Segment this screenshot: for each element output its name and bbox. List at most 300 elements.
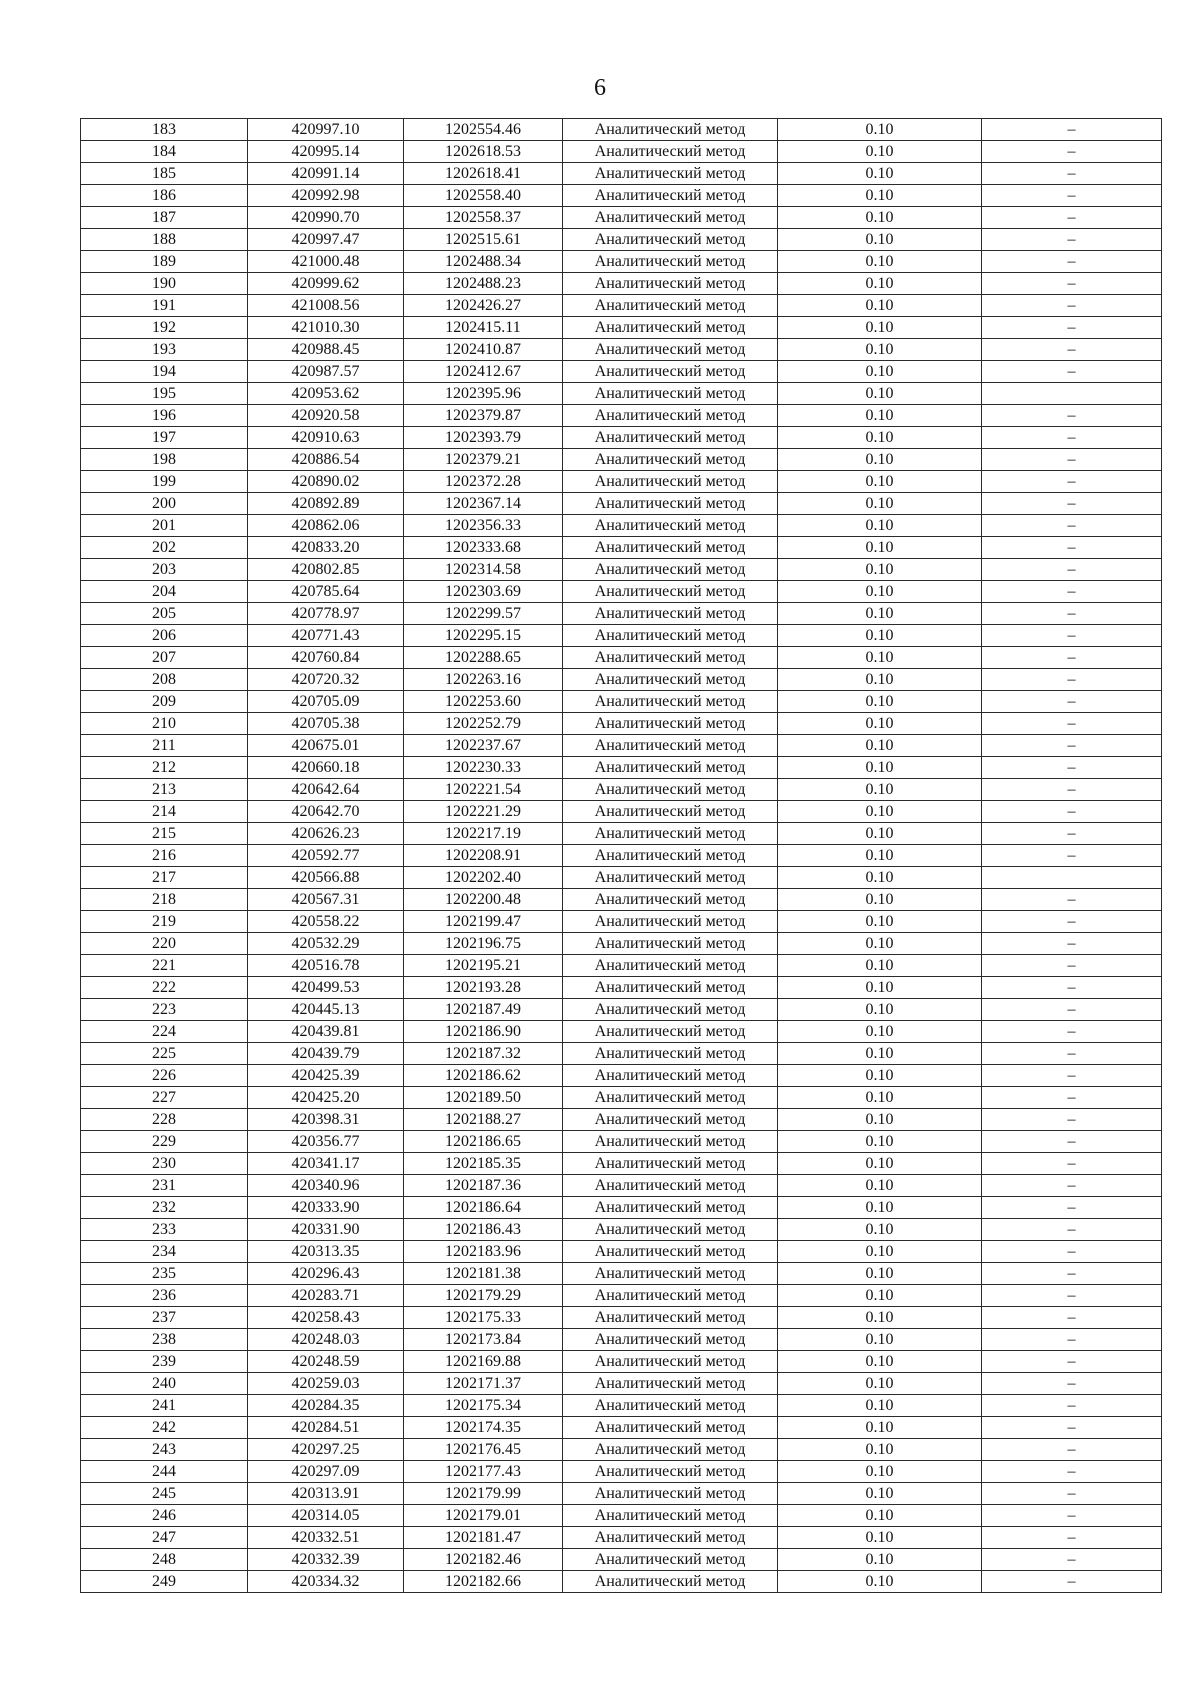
x-coordinate-cell: 420567.31: [248, 889, 404, 911]
note-cell: –: [982, 845, 1162, 867]
method-cell: Аналитический метод: [563, 515, 778, 537]
method-cell: Аналитический метод: [563, 823, 778, 845]
accuracy-cell: 0.10: [778, 317, 982, 339]
table-row: [81, 1131, 1162, 1153]
table-row: [81, 845, 1162, 867]
note-cell: –: [982, 1087, 1162, 1109]
accuracy-cell: 0.10: [778, 295, 982, 317]
x-coordinate-cell: 421000.48: [248, 251, 404, 273]
point-number-cell: 183: [81, 119, 248, 141]
note-cell: –: [982, 801, 1162, 823]
accuracy-cell: 0.10: [778, 361, 982, 383]
y-coordinate-cell: 1202193.28: [404, 977, 563, 999]
point-number-cell: 221: [81, 955, 248, 977]
x-coordinate-cell: 420333.90: [248, 1197, 404, 1219]
accuracy-cell: 0.10: [778, 735, 982, 757]
method-cell: Аналитический метод: [563, 1395, 778, 1417]
table-row: [81, 251, 1162, 273]
y-coordinate-cell: 1202175.33: [404, 1307, 563, 1329]
accuracy-cell: 0.10: [778, 823, 982, 845]
point-number-cell: 231: [81, 1175, 248, 1197]
point-number-cell: 230: [81, 1153, 248, 1175]
y-coordinate-cell: 1202558.40: [404, 185, 563, 207]
x-coordinate-cell: 420283.71: [248, 1285, 404, 1307]
method-cell: Аналитический метод: [563, 603, 778, 625]
note-cell: –: [982, 1065, 1162, 1087]
y-coordinate-cell: 1202186.64: [404, 1197, 563, 1219]
y-coordinate-cell: 1202379.87: [404, 405, 563, 427]
method-cell: Аналитический метод: [563, 317, 778, 339]
point-number-cell: 238: [81, 1329, 248, 1351]
table-row: [81, 361, 1162, 383]
accuracy-cell: 0.10: [778, 757, 982, 779]
table-row: [81, 273, 1162, 295]
point-number-cell: 223: [81, 999, 248, 1021]
table-row: [81, 647, 1162, 669]
x-coordinate-cell: 420992.98: [248, 185, 404, 207]
accuracy-cell: 0.10: [778, 669, 982, 691]
x-coordinate-cell: 420334.32: [248, 1571, 404, 1593]
accuracy-cell: 0.10: [778, 1461, 982, 1483]
y-coordinate-cell: 1202372.28: [404, 471, 563, 493]
accuracy-cell: 0.10: [778, 911, 982, 933]
note-cell: –: [982, 1461, 1162, 1483]
method-cell: Аналитический метод: [563, 1263, 778, 1285]
table-row: [81, 1527, 1162, 1549]
table-row: [81, 691, 1162, 713]
note-cell: –: [982, 1439, 1162, 1461]
table-row: [81, 977, 1162, 999]
point-number-cell: 224: [81, 1021, 248, 1043]
point-number-cell: 200: [81, 493, 248, 515]
accuracy-cell: 0.10: [778, 1439, 982, 1461]
method-cell: Аналитический метод: [563, 691, 778, 713]
y-coordinate-cell: 1202415.11: [404, 317, 563, 339]
table-row: [81, 1285, 1162, 1307]
point-number-cell: 216: [81, 845, 248, 867]
note-cell: –: [982, 471, 1162, 493]
table-row: [81, 141, 1162, 163]
accuracy-cell: 0.10: [778, 625, 982, 647]
y-coordinate-cell: 1202189.50: [404, 1087, 563, 1109]
y-coordinate-cell: 1202253.60: [404, 691, 563, 713]
y-coordinate-cell: 1202367.14: [404, 493, 563, 515]
point-number-cell: 206: [81, 625, 248, 647]
method-cell: Аналитический метод: [563, 119, 778, 141]
method-cell: Аналитический метод: [563, 493, 778, 515]
table-row: [81, 1109, 1162, 1131]
note-cell: –: [982, 1219, 1162, 1241]
accuracy-cell: 0.10: [778, 1285, 982, 1307]
note-cell: –: [982, 757, 1162, 779]
x-coordinate-cell: 420425.39: [248, 1065, 404, 1087]
point-number-cell: 212: [81, 757, 248, 779]
accuracy-cell: 0.10: [778, 1505, 982, 1527]
x-coordinate-cell: 420332.39: [248, 1549, 404, 1571]
point-number-cell: 214: [81, 801, 248, 823]
point-number-cell: 245: [81, 1483, 248, 1505]
note-cell: –: [982, 295, 1162, 317]
table-row: [81, 229, 1162, 251]
x-coordinate-cell: 420439.79: [248, 1043, 404, 1065]
table-row: [81, 867, 1162, 889]
accuracy-cell: 0.10: [778, 581, 982, 603]
accuracy-cell: 0.10: [778, 1527, 982, 1549]
y-coordinate-cell: 1202412.67: [404, 361, 563, 383]
method-cell: Аналитический метод: [563, 911, 778, 933]
note-cell: –: [982, 1395, 1162, 1417]
method-cell: Аналитический метод: [563, 1021, 778, 1043]
note-cell: –: [982, 1505, 1162, 1527]
y-coordinate-cell: 1202333.68: [404, 537, 563, 559]
accuracy-cell: 0.10: [778, 1351, 982, 1373]
point-number-cell: 193: [81, 339, 248, 361]
note-cell: –: [982, 449, 1162, 471]
table-row: [81, 1241, 1162, 1263]
accuracy-cell: 0.10: [778, 141, 982, 163]
point-number-cell: 192: [81, 317, 248, 339]
method-cell: Аналитический метод: [563, 1285, 778, 1307]
method-cell: Аналитический метод: [563, 845, 778, 867]
table-row: [81, 317, 1162, 339]
note-cell: –: [982, 647, 1162, 669]
x-coordinate-cell: 420890.02: [248, 471, 404, 493]
note-cell: –: [982, 691, 1162, 713]
x-coordinate-cell: 421010.30: [248, 317, 404, 339]
y-coordinate-cell: 1202179.99: [404, 1483, 563, 1505]
table-row: [81, 559, 1162, 581]
table-row: [81, 471, 1162, 493]
table-row: [81, 1373, 1162, 1395]
x-coordinate-cell: 420892.89: [248, 493, 404, 515]
y-coordinate-cell: 1202181.38: [404, 1263, 563, 1285]
table-row: [81, 163, 1162, 185]
method-cell: Аналитический метод: [563, 1505, 778, 1527]
table-row: [81, 1021, 1162, 1043]
method-cell: Аналитический метод: [563, 1307, 778, 1329]
method-cell: Аналитический метод: [563, 889, 778, 911]
point-number-cell: 237: [81, 1307, 248, 1329]
note-cell: –: [982, 823, 1162, 845]
y-coordinate-cell: 1202393.79: [404, 427, 563, 449]
point-number-cell: 199: [81, 471, 248, 493]
method-cell: Аналитический метод: [563, 1439, 778, 1461]
y-coordinate-cell: 1202410.87: [404, 339, 563, 361]
x-coordinate-cell: 420705.38: [248, 713, 404, 735]
accuracy-cell: 0.10: [778, 1153, 982, 1175]
table-row: [81, 1307, 1162, 1329]
table-row: [81, 757, 1162, 779]
y-coordinate-cell: 1202182.66: [404, 1571, 563, 1593]
x-coordinate-cell: 420248.03: [248, 1329, 404, 1351]
table-row: [81, 537, 1162, 559]
y-coordinate-cell: 1202515.61: [404, 229, 563, 251]
accuracy-cell: 0.10: [778, 999, 982, 1021]
accuracy-cell: 0.10: [778, 1043, 982, 1065]
method-cell: Аналитический метод: [563, 471, 778, 493]
x-coordinate-cell: 420284.51: [248, 1417, 404, 1439]
accuracy-cell: 0.10: [778, 383, 982, 405]
x-coordinate-cell: 420802.85: [248, 559, 404, 581]
x-coordinate-cell: 421008.56: [248, 295, 404, 317]
accuracy-cell: 0.10: [778, 603, 982, 625]
point-number-cell: 227: [81, 1087, 248, 1109]
method-cell: Аналитический метод: [563, 1329, 778, 1351]
accuracy-cell: 0.10: [778, 537, 982, 559]
method-cell: Аналитический метод: [563, 1087, 778, 1109]
note-cell: [982, 383, 1162, 405]
method-cell: Аналитический метод: [563, 185, 778, 207]
y-coordinate-cell: 1202186.90: [404, 1021, 563, 1043]
x-coordinate-cell: 420284.35: [248, 1395, 404, 1417]
point-number-cell: 228: [81, 1109, 248, 1131]
table-row: [81, 185, 1162, 207]
accuracy-cell: 0.10: [778, 867, 982, 889]
y-coordinate-cell: 1202186.43: [404, 1219, 563, 1241]
y-coordinate-cell: 1202295.15: [404, 625, 563, 647]
method-cell: Аналитический метод: [563, 1043, 778, 1065]
point-number-cell: 190: [81, 273, 248, 295]
y-coordinate-cell: 1202199.47: [404, 911, 563, 933]
y-coordinate-cell: 1202202.40: [404, 867, 563, 889]
table-row: [81, 823, 1162, 845]
x-coordinate-cell: 420778.97: [248, 603, 404, 625]
point-number-cell: 218: [81, 889, 248, 911]
note-cell: –: [982, 339, 1162, 361]
note-cell: –: [982, 515, 1162, 537]
accuracy-cell: 0.10: [778, 713, 982, 735]
x-coordinate-cell: 420331.90: [248, 1219, 404, 1241]
note-cell: –: [982, 603, 1162, 625]
y-coordinate-cell: 1202187.36: [404, 1175, 563, 1197]
point-number-cell: 220: [81, 933, 248, 955]
accuracy-cell: 0.10: [778, 119, 982, 141]
table-row: [81, 933, 1162, 955]
x-coordinate-cell: 420592.77: [248, 845, 404, 867]
method-cell: Аналитический метод: [563, 1527, 778, 1549]
point-number-cell: 232: [81, 1197, 248, 1219]
x-coordinate-cell: 420558.22: [248, 911, 404, 933]
point-number-cell: 210: [81, 713, 248, 735]
table-row: [81, 427, 1162, 449]
x-coordinate-cell: 420997.47: [248, 229, 404, 251]
accuracy-cell: 0.10: [778, 1373, 982, 1395]
table-row: [81, 1329, 1162, 1351]
note-cell: –: [982, 977, 1162, 999]
table-row: [81, 1439, 1162, 1461]
note-cell: –: [982, 1571, 1162, 1593]
accuracy-cell: 0.10: [778, 933, 982, 955]
note-cell: –: [982, 493, 1162, 515]
note-cell: –: [982, 361, 1162, 383]
y-coordinate-cell: 1202175.34: [404, 1395, 563, 1417]
table-row: [81, 449, 1162, 471]
method-cell: Аналитический метод: [563, 669, 778, 691]
x-coordinate-cell: 420997.10: [248, 119, 404, 141]
table-row: [81, 1549, 1162, 1571]
point-number-cell: 249: [81, 1571, 248, 1593]
accuracy-cell: 0.10: [778, 1263, 982, 1285]
y-coordinate-cell: 1202186.62: [404, 1065, 563, 1087]
note-cell: –: [982, 317, 1162, 339]
point-number-cell: 247: [81, 1527, 248, 1549]
x-coordinate-cell: 420626.23: [248, 823, 404, 845]
note-cell: –: [982, 1109, 1162, 1131]
accuracy-cell: 0.10: [778, 889, 982, 911]
point-number-cell: 225: [81, 1043, 248, 1065]
note-cell: –: [982, 537, 1162, 559]
note-cell: –: [982, 1241, 1162, 1263]
method-cell: Аналитический метод: [563, 581, 778, 603]
x-coordinate-cell: 420953.62: [248, 383, 404, 405]
point-number-cell: 198: [81, 449, 248, 471]
note-cell: –: [982, 1549, 1162, 1571]
note-cell: –: [982, 1527, 1162, 1549]
x-coordinate-cell: 420439.81: [248, 1021, 404, 1043]
table-row: [81, 1197, 1162, 1219]
x-coordinate-cell: 420340.96: [248, 1175, 404, 1197]
method-cell: Аналитический метод: [563, 735, 778, 757]
method-cell: Аналитический метод: [563, 1549, 778, 1571]
note-cell: –: [982, 1417, 1162, 1439]
table-row: [81, 603, 1162, 625]
note-cell: –: [982, 713, 1162, 735]
method-cell: Аналитический метод: [563, 933, 778, 955]
x-coordinate-cell: 420833.20: [248, 537, 404, 559]
x-coordinate-cell: 420760.84: [248, 647, 404, 669]
point-number-cell: 189: [81, 251, 248, 273]
y-coordinate-cell: 1202618.41: [404, 163, 563, 185]
point-number-cell: 236: [81, 1285, 248, 1307]
accuracy-cell: 0.10: [778, 1483, 982, 1505]
point-number-cell: 203: [81, 559, 248, 581]
point-number-cell: 205: [81, 603, 248, 625]
note-cell: –: [982, 163, 1162, 185]
point-number-cell: 194: [81, 361, 248, 383]
note-cell: –: [982, 1307, 1162, 1329]
note-cell: –: [982, 1263, 1162, 1285]
y-coordinate-cell: 1202176.45: [404, 1439, 563, 1461]
table-row: [81, 625, 1162, 647]
x-coordinate-cell: 420988.45: [248, 339, 404, 361]
coordinates-table: [80, 118, 1162, 1593]
method-cell: Аналитический метод: [563, 1153, 778, 1175]
x-coordinate-cell: 420332.51: [248, 1527, 404, 1549]
point-number-cell: 213: [81, 779, 248, 801]
accuracy-cell: 0.10: [778, 1571, 982, 1593]
method-cell: Аналитический метод: [563, 1131, 778, 1153]
x-coordinate-cell: 420987.57: [248, 361, 404, 383]
x-coordinate-cell: 420313.91: [248, 1483, 404, 1505]
point-number-cell: 215: [81, 823, 248, 845]
x-coordinate-cell: 420532.29: [248, 933, 404, 955]
x-coordinate-cell: 420771.43: [248, 625, 404, 647]
table-row: [81, 339, 1162, 361]
accuracy-cell: 0.10: [778, 1417, 982, 1439]
method-cell: Аналитический метод: [563, 229, 778, 251]
table-row: [81, 735, 1162, 757]
y-coordinate-cell: 1202237.67: [404, 735, 563, 757]
note-cell: –: [982, 1329, 1162, 1351]
y-coordinate-cell: 1202314.58: [404, 559, 563, 581]
method-cell: Аналитический метод: [563, 867, 778, 889]
point-number-cell: 188: [81, 229, 248, 251]
table-row: [81, 955, 1162, 977]
point-number-cell: 196: [81, 405, 248, 427]
method-cell: Аналитический метод: [563, 1197, 778, 1219]
point-number-cell: 202: [81, 537, 248, 559]
y-coordinate-cell: 1202187.49: [404, 999, 563, 1021]
note-cell: –: [982, 251, 1162, 273]
point-number-cell: 195: [81, 383, 248, 405]
point-number-cell: 209: [81, 691, 248, 713]
y-coordinate-cell: 1202195.21: [404, 955, 563, 977]
point-number-cell: 219: [81, 911, 248, 933]
note-cell: –: [982, 1373, 1162, 1395]
accuracy-cell: 0.10: [778, 801, 982, 823]
x-coordinate-cell: 420258.43: [248, 1307, 404, 1329]
method-cell: Аналитический метод: [563, 1241, 778, 1263]
table-row: [81, 911, 1162, 933]
y-coordinate-cell: 1202488.23: [404, 273, 563, 295]
point-number-cell: 248: [81, 1549, 248, 1571]
method-cell: Аналитический метод: [563, 449, 778, 471]
method-cell: Аналитический метод: [563, 779, 778, 801]
table-row: [81, 1175, 1162, 1197]
y-coordinate-cell: 1202488.34: [404, 251, 563, 273]
method-cell: Аналитический метод: [563, 1483, 778, 1505]
y-coordinate-cell: 1202185.35: [404, 1153, 563, 1175]
y-coordinate-cell: 1202196.75: [404, 933, 563, 955]
x-coordinate-cell: 420995.14: [248, 141, 404, 163]
method-cell: Аналитический метод: [563, 1175, 778, 1197]
table-row: [81, 1263, 1162, 1285]
accuracy-cell: 0.10: [778, 471, 982, 493]
table-row: [81, 1483, 1162, 1505]
point-number-cell: 226: [81, 1065, 248, 1087]
x-coordinate-cell: 420499.53: [248, 977, 404, 999]
y-coordinate-cell: 1202188.27: [404, 1109, 563, 1131]
method-cell: Аналитический метод: [563, 1417, 778, 1439]
note-cell: –: [982, 1021, 1162, 1043]
method-cell: Аналитический метод: [563, 1219, 778, 1241]
table-row: [81, 1571, 1162, 1593]
table-row: [81, 999, 1162, 1021]
y-coordinate-cell: 1202426.27: [404, 295, 563, 317]
point-number-cell: 187: [81, 207, 248, 229]
point-number-cell: 208: [81, 669, 248, 691]
x-coordinate-cell: 420991.14: [248, 163, 404, 185]
table-row: [81, 889, 1162, 911]
accuracy-cell: 0.10: [778, 251, 982, 273]
y-coordinate-cell: 1202558.37: [404, 207, 563, 229]
table-row: [81, 1351, 1162, 1373]
note-cell: –: [982, 559, 1162, 581]
table-row: [81, 779, 1162, 801]
accuracy-cell: 0.10: [778, 1197, 982, 1219]
x-coordinate-cell: 420920.58: [248, 405, 404, 427]
y-coordinate-cell: 1202169.88: [404, 1351, 563, 1373]
table-row: [81, 515, 1162, 537]
accuracy-cell: 0.10: [778, 1241, 982, 1263]
point-number-cell: 241: [81, 1395, 248, 1417]
x-coordinate-cell: 420297.09: [248, 1461, 404, 1483]
point-number-cell: 233: [81, 1219, 248, 1241]
point-number-cell: 186: [81, 185, 248, 207]
method-cell: Аналитический метод: [563, 537, 778, 559]
method-cell: Аналитический метод: [563, 251, 778, 273]
note-cell: –: [982, 185, 1162, 207]
